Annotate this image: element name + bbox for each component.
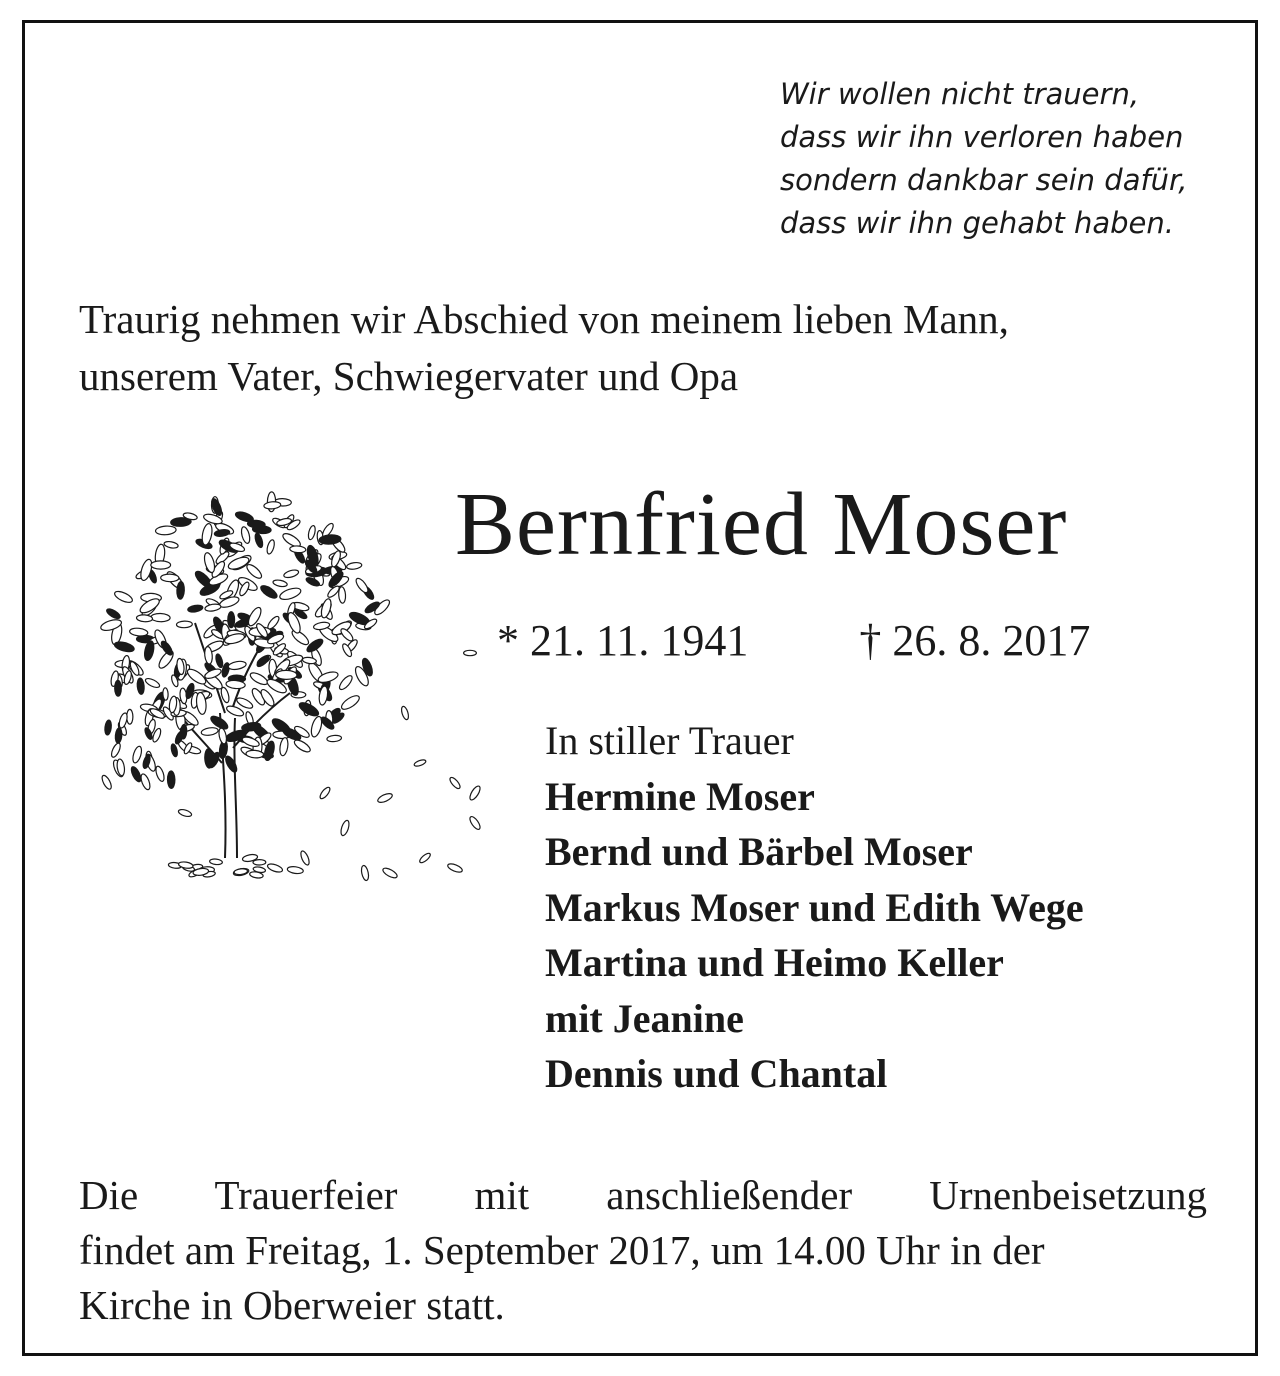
quote-line: dass wir ihn gehabt haben. — [780, 206, 1174, 240]
funeral-line: findet am Freitag, 1. September 2017, um 14.00 Uhr in der — [79, 1227, 1045, 1273]
funeral-line: Kirche in Oberweier statt. — [79, 1282, 505, 1328]
memorial-quote — [780, 73, 1188, 245]
mourner-name: Dennis und Chantal — [545, 1051, 888, 1096]
mourner-name: Bernd und Bärbel Moser — [545, 829, 973, 874]
funeral-line: Die Trauerfeier mit anschließender Urnenbeisetzung — [79, 1172, 1207, 1218]
mourner-name: mit Jeanine — [545, 995, 744, 1041]
deceased-name: Bernfried Moser — [455, 475, 1068, 574]
mourner-name: Markus Moser und Edith Wege — [545, 884, 1084, 930]
birth-date: * 21. 11. 1941 — [497, 616, 749, 665]
death-date: † 26. 8. 2017 — [859, 616, 1091, 665]
tree-with-falling-leaves-icon — [75, 463, 485, 893]
farewell-intro — [79, 291, 1009, 405]
intro-line: Traurig nehmen wir Abschied von meinem lieben Mann, — [79, 296, 1009, 342]
life-dates — [497, 613, 1090, 669]
mourner-name: Hermine Moser — [545, 773, 815, 819]
obituary-frame — [22, 20, 1258, 1356]
mourners-list — [545, 713, 1084, 1102]
quote-line: sondern dankbar sein dafür, — [780, 163, 1188, 197]
funeral-notice — [79, 1168, 1207, 1333]
intro-line: unserem Vater, Schwiegervater und Opa — [79, 353, 739, 399]
quote-line: Wir wollen nicht trauern, — [780, 77, 1140, 111]
quote-line: dass wir ihn verloren haben — [780, 120, 1184, 154]
mourner-name: Martina und Heimo Keller — [545, 940, 1004, 985]
mourners-lead: In stiller Trauer — [545, 718, 794, 763]
